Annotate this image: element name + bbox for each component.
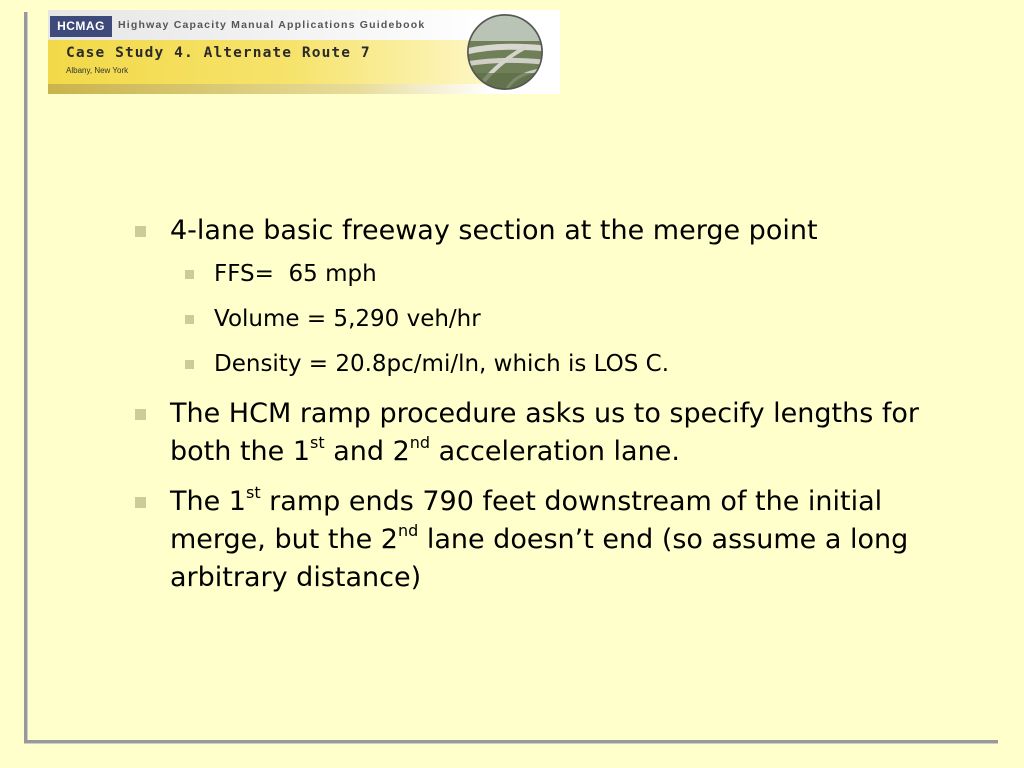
square-bullet-icon bbox=[185, 315, 194, 324]
header-banner bbox=[48, 10, 560, 94]
sub-bullet-density bbox=[132, 350, 982, 378]
sub-bullet-ffs bbox=[132, 260, 982, 288]
square-bullet-icon bbox=[185, 270, 194, 279]
bullet-ramp-ends bbox=[132, 483, 982, 597]
bullet-text: The 1st ramp ends 790 feet downstream of the initial merge, but the 2nd lane doesn’t end (so assume a long arbitrary distance) bbox=[170, 483, 909, 593]
sub-bullet-text: Volume = 5,290 veh/hr bbox=[214, 306, 481, 332]
bullet-text: 4-lane basic freeway section at the merge point bbox=[170, 215, 818, 246]
bullet-ramp-procedure bbox=[132, 395, 982, 471]
square-bullet-icon bbox=[135, 226, 146, 237]
ordinal-suffix: nd bbox=[397, 521, 419, 540]
banner-case-band bbox=[48, 40, 492, 84]
banner-title: Highway Capacity Manual Applications Guidebook bbox=[118, 19, 426, 31]
ordinal-suffix: st bbox=[245, 483, 261, 502]
square-bullet-icon bbox=[135, 409, 146, 420]
ordinal-suffix: st bbox=[310, 433, 325, 452]
hcmag-logo-badge: HCMAG bbox=[50, 16, 112, 37]
sub-bullet-list bbox=[132, 260, 982, 378]
case-study-location: Albany, New York bbox=[66, 66, 129, 75]
sub-bullet-volume bbox=[132, 305, 982, 333]
ordinal-suffix: nd bbox=[409, 433, 431, 452]
bullet-text: The HCM ramp procedure asks us to specify lengths for both the 1st and 2nd acceleration lane. bbox=[170, 398, 920, 467]
bullet-freeway-section bbox=[132, 212, 982, 250]
square-bullet-icon bbox=[185, 360, 194, 369]
slide-body bbox=[132, 212, 982, 609]
slide-frame-bottom bbox=[24, 740, 998, 744]
highway-interchange-photo bbox=[466, 13, 544, 91]
sub-bullet-text: FFS= 65 mph bbox=[214, 261, 377, 287]
case-study-title: Case Study 4. Alternate Route 7 bbox=[66, 45, 371, 61]
square-bullet-icon bbox=[135, 497, 146, 508]
sub-bullet-text: Density = 20.8pc/mi/ln, which is LOS C. bbox=[214, 351, 670, 377]
slide-frame-left bbox=[24, 12, 28, 744]
banner-bottom-strip bbox=[48, 84, 492, 94]
banner-top-band bbox=[48, 10, 492, 40]
